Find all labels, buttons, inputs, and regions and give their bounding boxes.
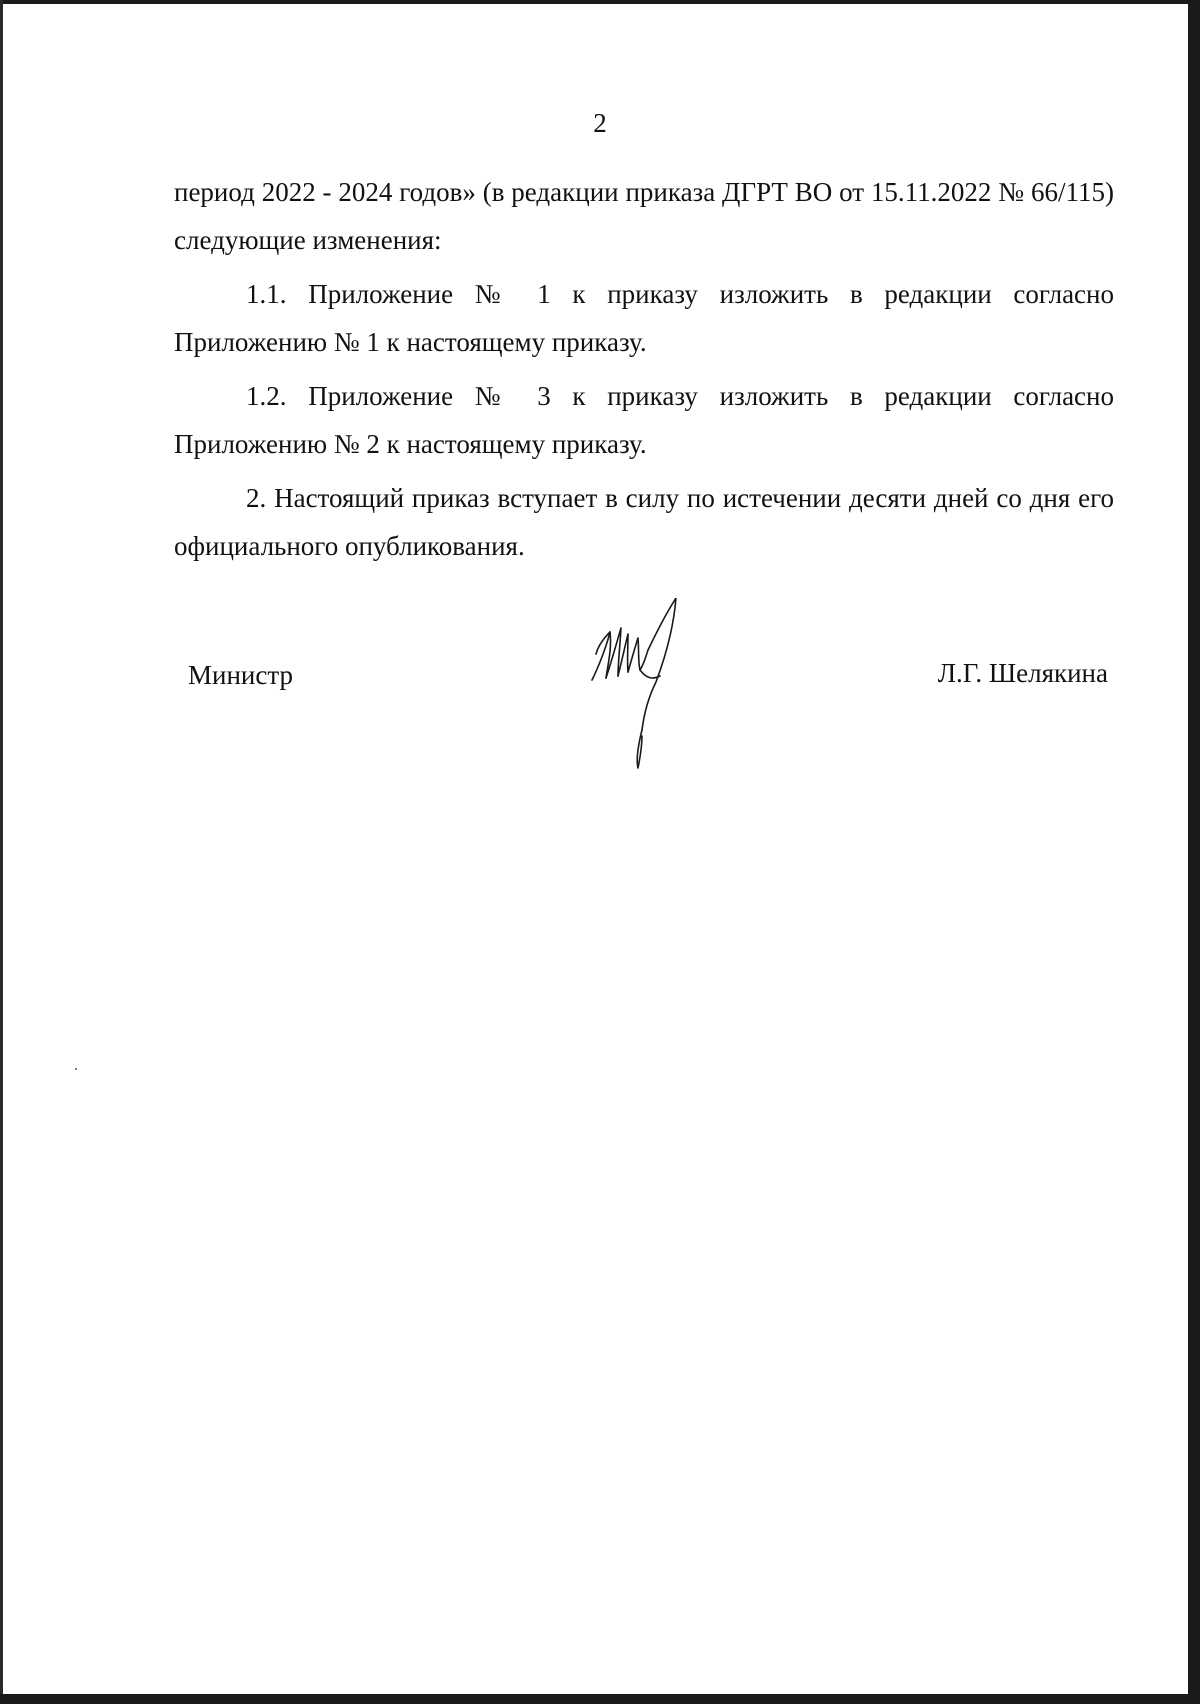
signatory-title: Министр [188,660,293,690]
paragraph-item-2: 2. Настоящий приказ вступает в силу по истечении десяти дней со дня его официального опубликования. [174,483,1114,561]
scan-border-bottom [0,1694,1200,1704]
scan-border-top [0,0,1200,4]
document-body [174,168,1114,576]
handwritten-signature [588,598,718,773]
signatory-name: Л.Г. Шелякина [937,658,1108,688]
scan-border-right [1188,0,1200,1704]
paragraph-continuation: период 2022 - 2024 годов» (в редакции приказа ДГРТ ВО от 15.11.2022 № 66/115) следующие изменения: [174,177,1114,255]
scan-artifact [75,1068,77,1070]
scan-border-left [0,0,3,1704]
page-number: 2 [593,108,607,138]
paragraph-item-1-2: 1.2. Приложение № 3 к приказу изложить в редакции согласно Приложению № 2 к настоящему приказу. [174,381,1114,459]
signature-block [188,598,1108,778]
paragraph-item-1-1: 1.1. Приложение № 1 к приказу изложить в редакции согласно Приложению № 1 к настоящему приказу. [174,279,1114,357]
